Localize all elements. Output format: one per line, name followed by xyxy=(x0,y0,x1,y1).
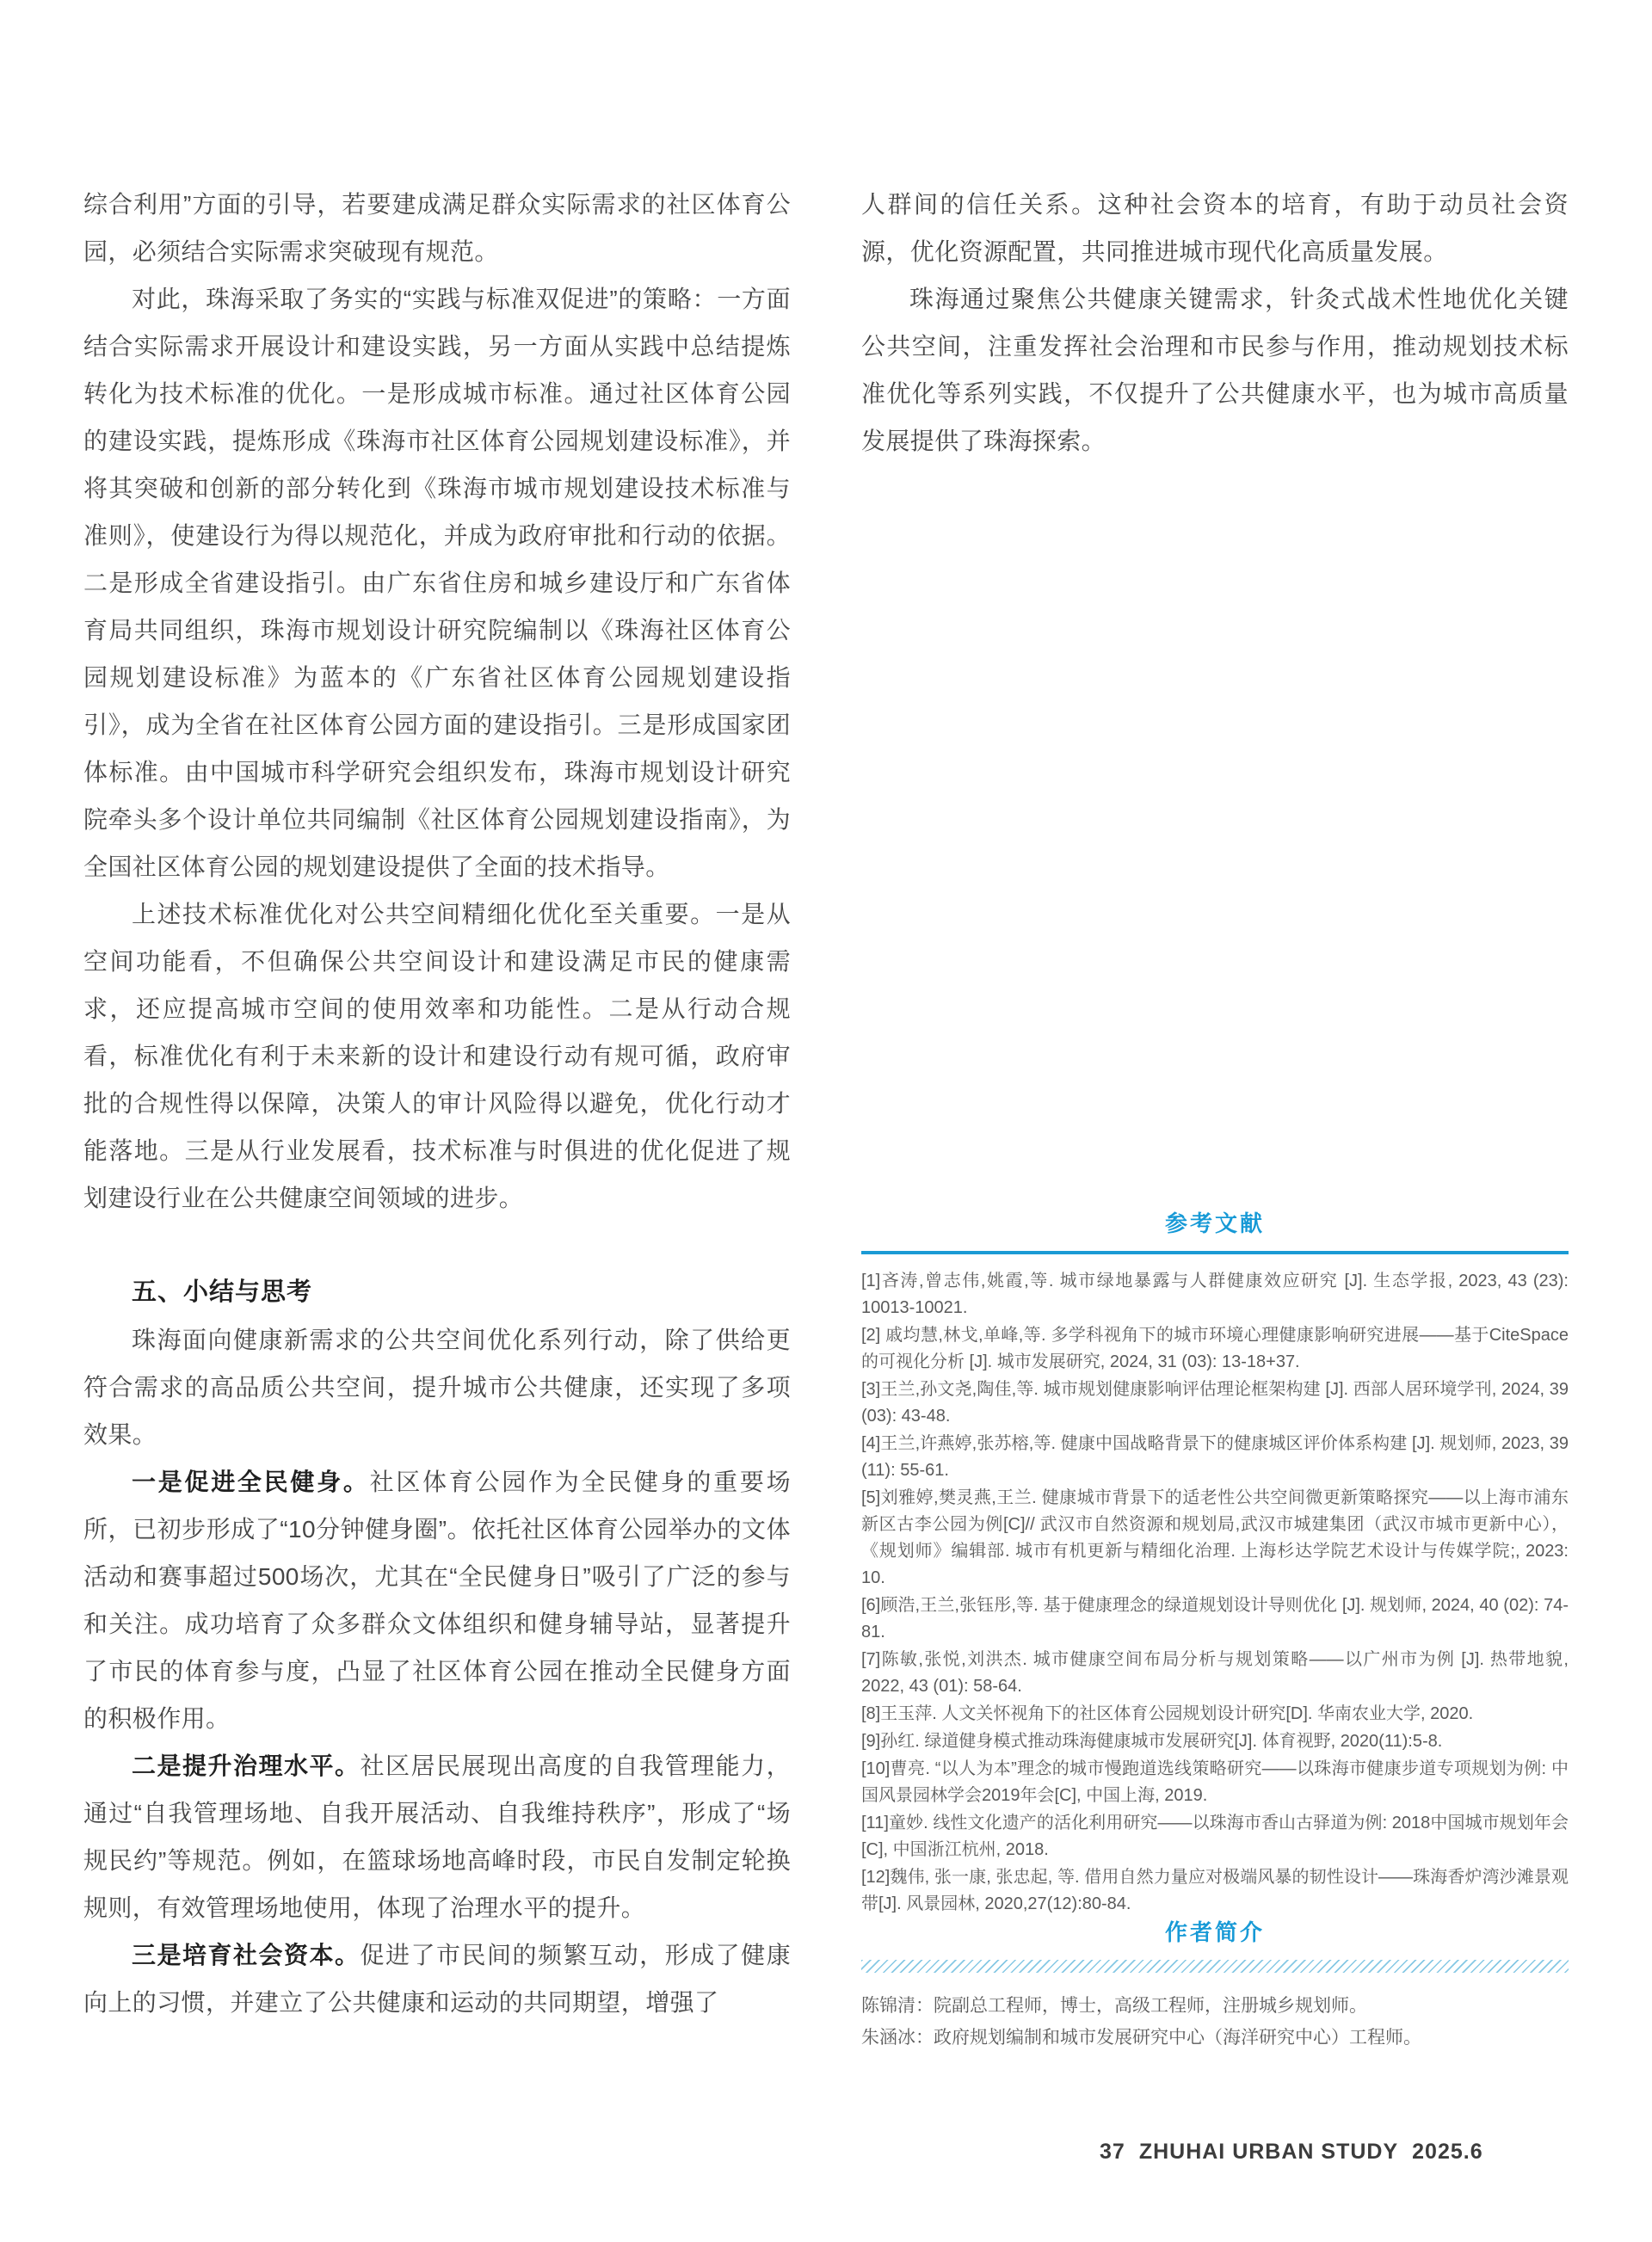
body-paragraph xyxy=(83,181,791,275)
body-paragraph xyxy=(83,1931,791,2026)
reference-item: [11]童妙. 线性文化遗产的活化利用研究——以珠海市香山古驿道为例: 2018中国城市规划年会[C], 中国浙江杭州, 2018. xyxy=(861,1814,1569,1859)
references-section xyxy=(861,1210,1569,1919)
authors-section xyxy=(861,1919,1569,2054)
paragraph-text: 综合利用”方面的引导，若要建成满足群众实际需求的社区体育公园，必须结合实际需求突破现有规范。 xyxy=(83,191,791,265)
paragraph-text: 人群间的信任关系。这种社会资本的培育，有助于动员社会资源，优化资源配置，共同推进城市现代化高质量发展。 xyxy=(861,191,1569,265)
paragraph-text: 对此，珠海采取了务实的“实践与标准双促进”的策略：一方面结合实际需求开展设计和建设实践，另一方面从实践中总结提炼转化为技术标准的优化。一是形成城市标准。通过社区体育公园的建设实践，提炼形成《珠海市社区体育公园规划建设标准》，并将其突破和创新的部分转化到《珠海市城市规划建设技术标准与准则》，使建设行为得以规范化，并成为政府审批和行动的依据。二是形成全省建设指引。由广东省住房和城乡建设厅和广东省体育局共同组织，珠海市规划设计研究院编制以《珠海社区体育公园规划建设标准》为蓝本的《广东省社区体育公园规划建设指引》，成为全省在社区体育公园方面的建设指引。三是形成国家团体标准。由中国城市科学研究会组织发布，珠海市规划设计研究院牵头多个设计单位共同编制《社区体育公园规划建设指南》，为全国社区体育公园的规划建设提供了全面的技术指导。 xyxy=(83,286,791,880)
reference-item: [12]魏伟, 张一康, 张忠起, 等. 借用自然力量应对极端风暴的韧性设计——珠海香炉湾沙滩景观带[J]. 风景园林, 2020,27(12):80-84. xyxy=(861,1868,1569,1913)
paragraph-text: 珠海面向健康新需求的公共空间优化系列行动，除了供给更符合需求的高品质公共空间，提升城市公共健康，还实现了多项效果。 xyxy=(83,1327,791,1448)
reference-item: [2] 戚均慧,林戈,单峰,等. 多学科视角下的城市环境心理健康影响研究进展——基于CiteSpace的可视化分析 [J]. 城市发展研究, 2024, 31 (03): 13-18+37. xyxy=(861,1326,1569,1371)
reference-item: [1]吝涛,曾志伟,姚霞,等. 城市绿地暴露与人群健康效应研究 [J]. 生态学报, 2023, 43 (23): 10013-10021. xyxy=(861,1272,1569,1317)
author-bio: 朱涵冰：政府规划编制和城市发展研究中心（海洋研究中心）工程师。 xyxy=(861,2028,1421,2048)
body-paragraph xyxy=(861,181,1569,275)
reference-item: [4]王兰,许燕婷,张苏榕,等. 健康中国战略背景下的健康城区评价体系构建 [J]. 规划师, 2023, 39 (11): 55-61. xyxy=(861,1434,1569,1480)
reference-item: [9]孙红. 绿道健身模式推动珠海健康城市发展研究[J]. 体育视野, 2020(11):5-8. xyxy=(861,1732,1443,1751)
references-rule xyxy=(861,1251,1569,1254)
authors-list xyxy=(861,1990,1569,2054)
reference-item: [5]刘雅婷,樊灵燕,王兰. 健康城市背景下的适老性公共空间微更新策略探究——以上海市浦东新区古李公园为例[C]// 武汉市自然资源和规划局,武汉市城建集团（武汉市城市更新中心），《规划师》编辑部. 城市有机更新与精细化治理. 上海杉达学院艺术设计与传媒学院;, 2023: 10. xyxy=(861,1488,1569,1587)
body-paragraph xyxy=(861,275,1569,465)
paragraph-text: 珠海通过聚焦公共健康关键需求，针灸式战术性地优化关键公共空间，注重发挥社会治理和市民参与作用，推动规划技术标准优化等系列实践，不仅提升了公共健康水平，也为城市高质量发展提供了珠海探索。 xyxy=(861,286,1569,454)
reference-item: [7]陈敏,张悦,刘洪杰. 城市健康空间布局分析与规划策略——以广州市为例 [J]. 热带地貌, 2022, 43 (01): 58-64. xyxy=(861,1650,1569,1696)
body-paragraph xyxy=(83,890,791,1222)
left-column xyxy=(83,181,791,2026)
body-paragraph xyxy=(83,1742,791,1931)
paragraph-text: 社区居民展现出高度的自我管理能力，通过“自我管理场地、自我开展活动、自我维持秩序”，形成了“场规民约”等规范。例如，在篮球场地高峰时段，市民自发制定轮换规则，有效管理场地使用，体现了治理水平的提升。 xyxy=(83,1752,791,1921)
paragraph-text: 上述技术标准优化对公共空间精细化优化至关重要。一是从空间功能看，不但确保公共空间设计和建设满足市民的健康需求，还应提高城市空间的使用效率和功能性。二是从行动合规看，标准优化有利于未来新的设计和建设行动有规可循，政府审批的合规性得以保障，决策人的审计风险得以避免，优化行动才能落地。三是从行业发展看，技术标准与时俱进的优化促进了规划建设行业在公共健康空间领域的进步。 xyxy=(83,901,791,1211)
authors-title: 作者简介 xyxy=(1164,1919,1265,1945)
body-paragraph xyxy=(83,1316,791,1458)
reference-item: [10]曹亮. “以人为本”理念的城市慢跑道选线策略研究——以珠海市健康步道专项规划为例: 中国风景园林学会2019年会[C], 中国上海, 2019. xyxy=(861,1759,1569,1805)
hatch-divider xyxy=(861,1960,1569,1973)
author-bio: 陈锦清：院副总工程师，博士，高级工程师，注册城乡规划师。 xyxy=(861,1996,1367,2016)
section-heading: 五、小结与思考 xyxy=(132,1278,313,1306)
page-footer xyxy=(1100,2140,1483,2165)
paragraph-text: 社区体育公园作为全民健身的重要场所，已初步形成了“10分钟健身圈”。依托社区体育公园举办的文体活动和赛事超过500场次，尤其在“全民健身日”吸引了广泛的参与和关注。成功培育了众多群众文体组织和健身辅导站，显著提升了市民的体育参与度，凸显了社区体育公园在推动全民健身方面的积极作用。 xyxy=(83,1469,792,1732)
page-number: 37 xyxy=(1100,2140,1125,2164)
reference-item: [6]顾浩,王兰,张钰彤,等. 基于健康理念的绿道规划设计导则优化 [J]. 规划师, 2024, 40 (02): 74-81. xyxy=(861,1596,1569,1641)
right-column xyxy=(861,181,1569,465)
reference-item: [8]王玉萍. 人文关怀视角下的社区体育公园规划设计研究[D]. 华南农业大学, 2020. xyxy=(861,1704,1474,1723)
journal-name: ZHUHAI URBAN STUDY xyxy=(1138,2140,1399,2164)
paragraph-text: 促进了市民间的频繁互动，形成了健康向上的习惯，并建立了公共健康和运动的共同期望，增强了 xyxy=(83,1942,791,2016)
body-paragraph xyxy=(83,275,791,890)
references-title: 参考文献 xyxy=(1164,1210,1265,1236)
paragraph-lead: 三是培育社会资本。 xyxy=(132,1942,361,1968)
reference-item: [3]王兰,孙文尧,陶佳,等. 城市规划健康影响评估理论框架构建 [J]. 西部人居环境学刊, 2024, 39 (03): 43-48. xyxy=(861,1380,1569,1426)
issue-number: 2025.6 xyxy=(1412,2140,1483,2164)
paragraph-lead: 二是提升治理水平。 xyxy=(132,1752,361,1779)
body-paragraph xyxy=(83,1458,791,1742)
paragraph-lead: 一是促进全民健身。 xyxy=(132,1469,370,1495)
references-list xyxy=(861,1268,1569,1918)
